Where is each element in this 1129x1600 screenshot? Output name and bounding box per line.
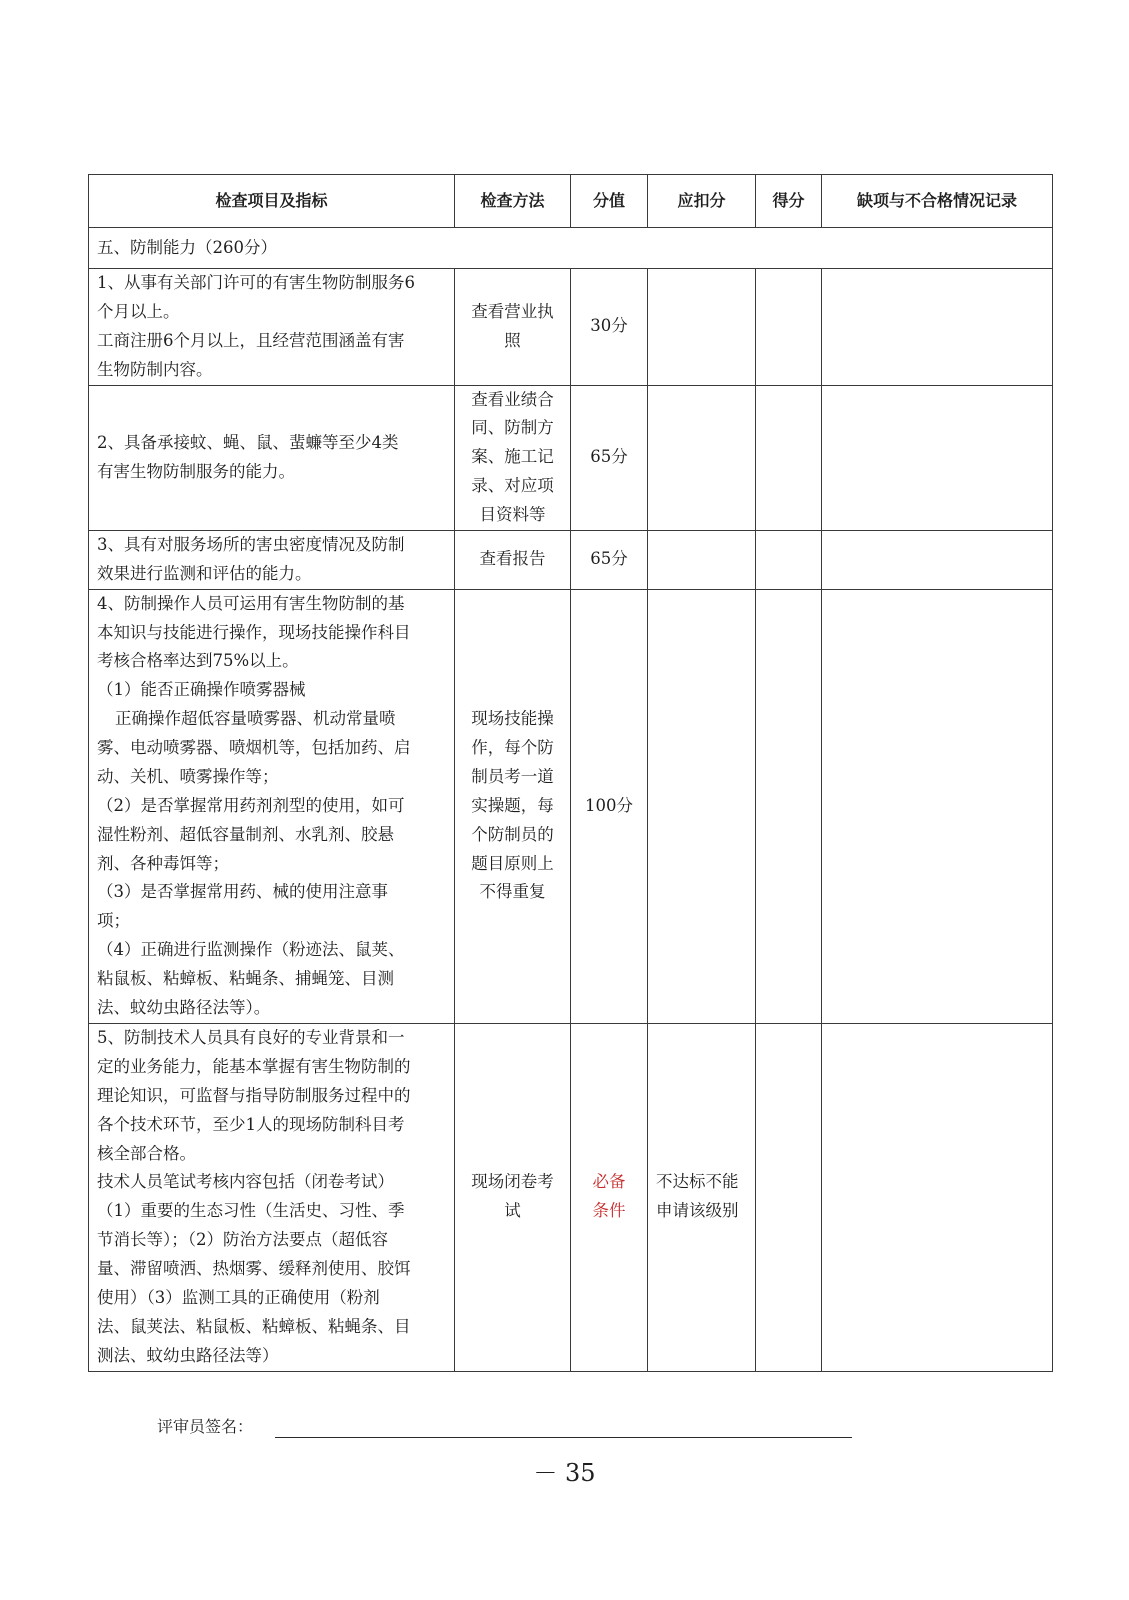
item-cell	[89, 269, 455, 386]
method-line: 查看业绩合	[471, 389, 554, 409]
item-line: 生物防制内容。	[97, 359, 213, 379]
item-line: 粘鼠板、粘蟑板、粘蝇条、捕蝇笼、目测	[97, 969, 394, 988]
header-got: 得分	[756, 175, 822, 228]
item-line: 本知识与技能进行操作，现场技能操作科目	[97, 622, 411, 642]
item-cell	[89, 589, 455, 1023]
inspection-table	[88, 174, 1053, 1372]
item-line: 3、具有对服务场所的害虫密度情况及防制	[97, 534, 405, 554]
header-item: 检查项目及指标	[89, 175, 455, 228]
method-line: 现场闭卷考	[471, 1172, 554, 1192]
item-cell	[89, 1023, 455, 1371]
score-cell: 65分	[571, 385, 648, 530]
method-line: 案、施工记	[471, 447, 554, 467]
method-line: 个防制员的	[471, 824, 554, 844]
header-deduct: 应扣分	[648, 175, 756, 228]
method-cell	[455, 269, 571, 386]
method-line: 查看报告	[479, 549, 546, 569]
item-line: 量、滞留喷洒、热烟雾、缓释剂使用、胶饵	[97, 1259, 411, 1278]
item-line: 1、从事有关部门许可的有害生物防制服务6	[97, 273, 415, 292]
item-line: 动、关机、喷雾操作等；	[97, 766, 279, 786]
item-line: 使用）（3）监测工具的正确使用（粉剂	[97, 1287, 380, 1307]
method-line: 试	[504, 1201, 521, 1221]
method-cell	[455, 1023, 571, 1371]
item-line: 5、防制技术人员具有良好的专业背景和一	[97, 1028, 405, 1047]
method-line: 作，每个防	[471, 738, 554, 757]
item-line: 效果进行监测和评估的能力。	[97, 563, 312, 583]
required-line: 必备	[592, 1172, 626, 1192]
item-line: 各个技术环节，至少1人的现场防制科目考	[97, 1114, 405, 1134]
header-score: 分值	[571, 175, 648, 228]
table-row	[89, 385, 1053, 530]
deduct-cell	[648, 589, 756, 1023]
item-line: 雾、电动喷雾器、喷烟机等，包括加药、启	[97, 738, 411, 757]
header-row	[89, 175, 1053, 228]
header-method: 检查方法	[455, 175, 571, 228]
got-cell	[756, 1023, 822, 1371]
item-line: （1）重要的生态习性（生活史、习性、季	[97, 1201, 405, 1221]
item-line: 项；	[97, 911, 130, 931]
item-line: 剂、各种毒饵等；	[97, 853, 229, 873]
reviewer-signature-label: 评审员签名：	[157, 1417, 254, 1436]
got-cell	[756, 385, 822, 530]
item-cell	[89, 385, 455, 530]
method-cell	[455, 530, 571, 589]
item-line: 考核合格率达到75%以上。	[97, 651, 299, 671]
method-line: 制员考一道	[471, 766, 554, 786]
deduct-cell	[648, 269, 756, 386]
item-line: （3）是否掌握常用药、械的使用注意事	[97, 882, 388, 902]
table-row	[89, 530, 1053, 589]
record-cell	[822, 385, 1053, 530]
item-line: 个月以上。	[97, 301, 180, 321]
item-line: （1）能否正确操作喷雾器械	[97, 680, 306, 700]
score-cell: 100分	[571, 589, 648, 1023]
deduct-line: 不达标不能	[656, 1172, 739, 1192]
deduct-cell	[648, 385, 756, 530]
header-record: 缺项与不合格情况记录	[822, 175, 1053, 228]
item-line: 技术人员笔试考核内容包括（闭卷考试）	[97, 1172, 394, 1192]
table-row	[89, 1023, 1053, 1371]
method-line: 题目原则上	[471, 853, 554, 873]
required-cell	[571, 1023, 648, 1371]
signature-line[interactable]	[275, 1437, 852, 1438]
deduct-cell	[648, 530, 756, 589]
item-line: 4、防制操作人员可运用有害生物防制的基	[97, 593, 405, 613]
record-cell	[822, 530, 1053, 589]
got-cell	[756, 269, 822, 386]
item-line: 节消长等）；（2）防治方法要点（超低容	[97, 1230, 388, 1250]
method-line: 实操题，每	[471, 795, 554, 815]
required-line: 条件	[592, 1201, 626, 1221]
item-line: 理论知识，可监督与指导防制服务过程中的	[97, 1085, 411, 1105]
item-cell	[89, 530, 455, 589]
table-row	[89, 589, 1053, 1023]
item-line: 湿性粉剂、超低容量制剂、水乳剂、胶悬	[97, 824, 394, 844]
item-line: 测法、蚊幼虫路径法等）	[97, 1345, 279, 1365]
item-line: 核全部合格。	[97, 1143, 196, 1163]
method-cell	[455, 589, 571, 1023]
item-line: 法、蚊幼虫路径法等）。	[97, 997, 271, 1017]
item-line: 有害生物防制服务的能力。	[97, 461, 295, 481]
item-line: 法、鼠荚法、粘鼠板、粘蟑板、粘蝇条、目	[97, 1316, 411, 1336]
method-line: 不得重复	[479, 882, 546, 902]
method-line: 目资料等	[479, 505, 546, 524]
score-cell: 30分	[571, 269, 648, 386]
method-line: 录、对应项	[471, 476, 554, 496]
item-line: 定的业务能力，能基本掌握有害生物防制的	[97, 1056, 411, 1076]
record-cell	[822, 1023, 1053, 1371]
method-line: 同、防制方	[471, 418, 554, 438]
deduct-line: 申请该级别	[656, 1201, 739, 1221]
record-cell	[822, 269, 1053, 386]
section-title: 五、防制能力（260分）	[89, 228, 1053, 269]
got-cell	[756, 589, 822, 1023]
method-cell	[455, 385, 571, 530]
deduct-cell	[648, 1023, 756, 1371]
method-line: 照	[504, 330, 521, 350]
got-cell	[756, 530, 822, 589]
item-line: （4）正确进行监测操作（粉迹法、鼠荚、	[97, 940, 405, 960]
section-row	[89, 228, 1053, 269]
table-row	[89, 269, 1053, 386]
score-cell: 65分	[571, 530, 648, 589]
item-line: 2、具备承接蚊、蝇、鼠、蜚蠊等至少4类	[97, 432, 399, 452]
item-line: （2）是否掌握常用药剂剂型的使用，如可	[97, 795, 405, 815]
item-line: 工商注册6个月以上，且经营范围涵盖有害	[97, 330, 405, 350]
item-line: 正确操作超低容量喷雾器、机动常量喷	[115, 709, 396, 729]
method-line: 现场技能操	[471, 709, 554, 729]
record-cell	[822, 589, 1053, 1023]
method-line: 查看营业执	[471, 301, 554, 321]
page-number: － 35	[533, 1459, 596, 1487]
